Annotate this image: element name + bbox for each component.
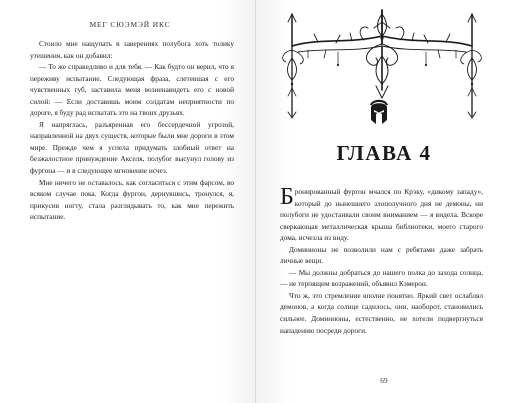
paragraph: Я напряглась, разъяренная его бессердечной угрозой, направленной на двух существ, которые были мне дороги в этом мире. Прежде чем я успела придумать злобный ответ на безжалостное принуждение Акселя, полубог высунул голову из фургона — и в следующее мгновение исчез. — [30, 119, 234, 176]
paragraph: Стоило мне нащупать в заверениях полубога хоть толику утешения, как он добавил: — [30, 39, 234, 60]
paragraph: Что ж, это стремление вполне понятно. Яркий свет ослаблял демонов, а когда солнце садилось, они, наоборот, становились сильнее. Доминионы, естественно, не хотели подвергнуться нападению посреди дороги. — [280, 290, 483, 335]
paragraph: Мне ничего не оставалось, как согласиться с этим фарсом, во всяком случае пока. Когда фургон, дернувшись, тронулся, я, прикусив ногту, стала разглядывать то, как мне пережить испытание. — [30, 177, 234, 222]
drop-cap: Б — [280, 184, 294, 210]
left-page-body — [30, 38, 234, 223]
first-paragraph — [280, 186, 483, 244]
paragraph: — Мы должны добраться до нашего полка до захода солнца, — не терпящим возражений, объявил Кэмерон. — [280, 267, 483, 289]
chapter-title: ГЛАВА 4 — [336, 141, 432, 165]
running-head: МЕГ СЮЭМЭЙ ИКС — [89, 20, 171, 29]
page-number: 69 — [380, 376, 388, 385]
first-paragraph-text: ронированный фургон мчался по Крэку, «дикому западу», который до нынешнего злополучного дня не демоны, ни полубоги не удостаивали своим вниманием — я видела. Вскоре сверкающая металлическая крыша библиотеки, моего старого дома, исчезла из виду. — [280, 187, 483, 243]
right-page — [256, 0, 512, 403]
paragraph: — То же справедливо и для тебя. — Как будто он верил, что я переживу испытание. Следующая фраза, слетевшая с его чувственных губ, заставила меня возненавидеть его с новой силой: — Если доставишь моим солдатам неприятности по дороге, я буду рад испытать это на твоих друзьях. — [30, 62, 234, 118]
spartan-helmet-icon — [367, 96, 391, 126]
right-page-body — [280, 186, 483, 336]
paragraph: Доминионы не позволили нам с ребятами даже забрать личные вещи. — [280, 244, 483, 266]
